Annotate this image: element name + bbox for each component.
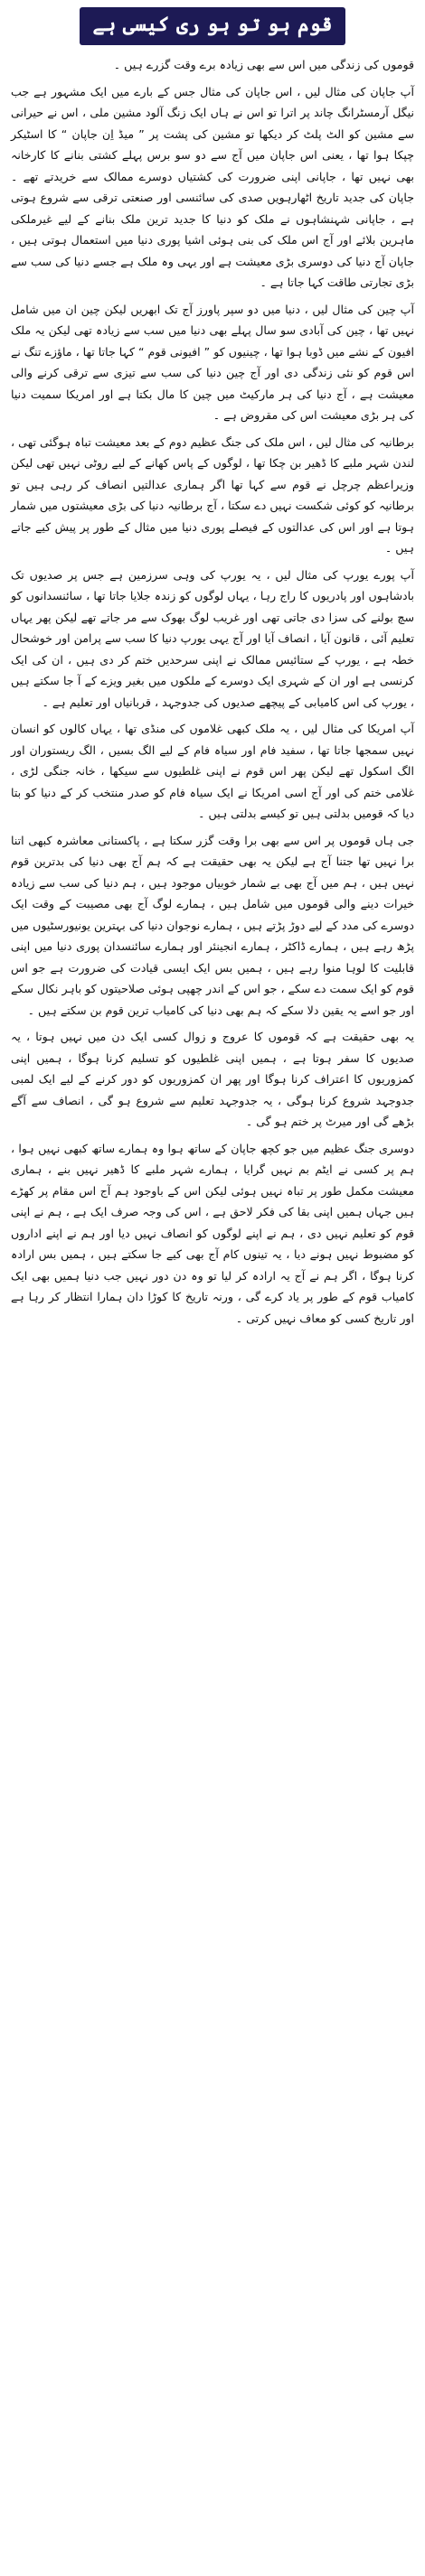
headline: قوم ہو تو ہو ری کیسی ہے bbox=[80, 7, 345, 45]
paragraph-9: دوسری جنگ عظیم میں جو کچھ جاپان کے ساتھ ہوا وہ ہمارے ساتھ کبھی نہیں ہوا ، ہم پر کسی نے ایٹم بم نہیں گرایا ، ہمارے شہر ملبے کا ڈھیر نہیں بنے ، ہماری معیشت مکمل طور پر تباہ نہیں ہوئی لیکن اس کے باوجود ہم آج اس مقام پر کھڑے ہیں جہاں ہمیں اپنی بقا کی فکر لاحق ہے ، اس کی وجہ صرف ایک ہے ، ہم نے اپنی قوم کو تعلیم نہیں دی ، ہم نے اپنے لوگوں کو انصاف نہیں دیا اور ہم نے اپنے اداروں کو مضبوط نہیں ہونے دیا ، یہ تینوں کام آج بھی کیے جا سکتے ہیں ، ہمیں بس ارادہ کرنا ہوگا ، اگر ہم نے آج یہ ارادہ کر لیا تو وہ دن دور نہیں جب دنیا ہمیں بھی ایک کامیاب قوم کے طور پر یاد کرے گی ، ورنہ تاریخ کا کوڑا دان ہمارا انتظار کر رہا ہے اور تاریخ کسی کو معاف نہیں کرتی ۔ bbox=[11, 1141, 414, 1325]
paragraph-3: آپ چین کی مثال لیں ، دنیا میں دو سپر پاورز آج تک ابھریں لیکن چین ان میں شامل نہیں تھا ، چین کی آبادی سو سال پہلے بھی دنیا میں سب سے زیادہ تھی لیکن یہ ملک افیون کے نشے میں ڈوبا ہوا تھا ، چینیوں کو ” افیونی قوم “ کہا جاتا تھا ، ماؤزے تنگ نے اس قوم کو نئی زندگی دی اور آج چین دنیا کی سب سے تیزی سے ترقی کرنے والی معیشت ہے ، آج دنیا کی ہر مارکیٹ میں چین کا مال بکتا ہے اور امریکا سمیت دنیا کی ہر بڑی معیشت اس کی مقروض ہے ۔ bbox=[10, 302, 414, 422]
paragraph-1: قوموں کی زندگی میں اس سے بھی زیادہ برے وقت گزرے ہیں ۔ bbox=[113, 58, 414, 71]
paragraph-8: یہ بھی حقیقت ہے کہ قوموں کا عروج و زوال کسی ایک دن میں نہیں ہوتا ، یہ صدیوں کا سفر ہوتا ہے ، ہمیں اپنی غلطیوں کو تسلیم کرنا ہوگا ، ہمیں اپنی کمزوریوں کا اعتراف کرنا ہوگا اور پھر ان کمزوریوں کو دور کرنے کے لیے ایک لمبی جدوجہد شروع کرنا ہوگی ، یہ جدوجہد تعلیم سے شروع ہو گی ، انصاف سے آگے بڑھے گی اور میرٹ پر ختم ہو گی ۔ bbox=[11, 1030, 414, 1128]
article-column bbox=[11, 5, 414, 1334]
paragraph-4: برطانیہ کی مثال لیں ، اس ملک کی جنگ عظیم دوم کے بعد معیشت تباہ ہوگئی تھی ، لندن شہر ملبے کا ڈھیر بن چکا تھا ، لوگوں کے پاس کھانے کے لیے روٹی نہیں تھی لیکن وزیراعظم چرچل نے قوم سے کہا تھا اگر ہماری عدالتیں انصاف کر رہی ہیں تو برطانیہ کو کوئی شکست نہیں دے سکتا ، آج برطانیہ دنیا کی بڑی معیشتوں میں شمار ہوتا ہے اور اس کی عدالتوں کے فیصلے پوری دنیا میں مثال کے طور پر پیش کیے جاتے ہیں ۔ bbox=[11, 434, 414, 555]
paragraph-2: آپ جاپان کی مثال لیں ، اس جاپان کی مثال جس کے بارے میں ایک مشہور ہے جب نیگل آرمسٹرانگ چاند پر اترا تو اس نے ہاں ایک زنگ آلود مشین ملی ، اس نے حیرانی سے مشین کو الٹ پلٹ کر دیکھا تو مشین کی پشت پر ” میڈ اِن جاپان “ کا اسٹیکر چپکا ہوا تھا ، یعنی اس جاپان میں آج سے دو سو برس پہلے کشتی بنانے کا کارخانہ بھی نہیں تھا ، جاپانی اپنی ضرورت کی کشتیاں دوسرے ممالک سے خریدتے تھے ۔ جاپان کی جدید تاریخ اٹھارہویں صدی کی سائنسی اور صنعتی ترقی سے شروع ہوتی ہے ، جاپانی شہنشاہوں نے ملک کو دنیا کا جدید ترین ملک بنانے کے لیے غیرملکی ماہرین بلائے اور آج اس ملک کی بنی ہوئی اشیا پوری دنیا میں استعمال ہوتی ہیں ، جاپان آج دنیا کی دوسری بڑی معیشت ہے اور یہی وہ ملک ہے جسے دنیا کی سب سے بڑی تجارتی طاقت کہا جاتا ہے ۔ bbox=[11, 84, 414, 289]
paragraph-6: آپ امریکا کی مثال لیں ، یہ ملک کبھی غلاموں کی منڈی تھا ، یہاں کالوں کو انسان نہیں سمجھا جاتا تھا ، سفید فام اور سیاہ فام کے لیے الگ بسیں ، الگ ریستوران اور الگ اسکول تھے لیکن پھر اس قوم نے اپنی غلطیوں سے سیکھا ، خانہ جنگی لڑی ، غلامی ختم کی اور آج اسی امریکا نے ایک سیاہ فام کو صدر منتخب کر کے دنیا کو بتا دیا کہ قومیں بدلتی ہیں تو کیسے بدلتی ہیں ۔ bbox=[11, 722, 414, 820]
headline-banner bbox=[11, 7, 414, 45]
paragraph-5: آپ پورے یورپ کی مثال لیں ، یہ یورپ کی وہی سرزمین ہے جس پر صدیوں تک بادشاہوں اور پادریوں کا راج رہا ، یہاں لوگوں کو زندہ جلایا جاتا تھا ، سائنسدانوں کو سچ بولنے کی سزا دی جاتی تھی اور غریب لوگ بھوک سے مر جاتے تھے لیکن پھر یہاں تعلیم آئی ، قانون آیا ، انصاف آیا اور آج یہی یورپ دنیا کا سب سے پرامن اور خوشحال خطہ ہے ، یورپ کے ستائیس ممالک نے اپنی سرحدیں ختم کر دی ہیں ، ان کی ایک کرنسی ہے اور ان کے شہری ایک دوسرے کے ملکوں میں بغیر ویزے کے آ جا سکتے ہیں ، یورپ کی اس کامیابی کے پیچھے صدیوں کی جدوجہد ، قربانیاں اور تعلیم ہے ۔ bbox=[11, 567, 414, 709]
paragraph-7: جی ہاں قوموں پر اس سے بھی برا وقت گزر سکتا ہے ، پاکستانی معاشرہ کبھی اتنا برا نہیں تھا جتنا آج ہے لیکن یہ بھی حقیقت ہے کہ ہم آج بھی دنیا کی بدترین قوم نہیں ہیں ، ہم میں آج بھی بے شمار خوبیاں موجود ہیں ، ہم دنیا کی سب سے زیادہ خیرات دینے والی قوموں میں شامل ہیں ، ہمارے لوگ آج بھی مصیبت کے وقت ایک دوسرے کی مدد کے لیے دوڑ پڑتے ہیں ، ہمارے نوجوان دنیا کی بہترین یونیورسٹیوں میں پڑھ رہے ہیں ، ہمارے ڈاکٹر ، ہمارے انجینئر اور ہمارے سائنسدان پوری دنیا میں اپنی قابلیت کا لوہا منوا رہے ہیں ، ہمیں بس ایک ایسی قیادت کی ضرورت ہے جو اس قوم کو ایک سمت دے سکے ، جو اس کے اندر چھپی ہوئی صلاحیتوں کو باہر نکال سکے اور جو اسے یہ یقین دلا سکے کہ ہم بھی دنیا کی کامیاب ترین قوم بن سکتے ہیں ۔ bbox=[11, 833, 414, 1017]
